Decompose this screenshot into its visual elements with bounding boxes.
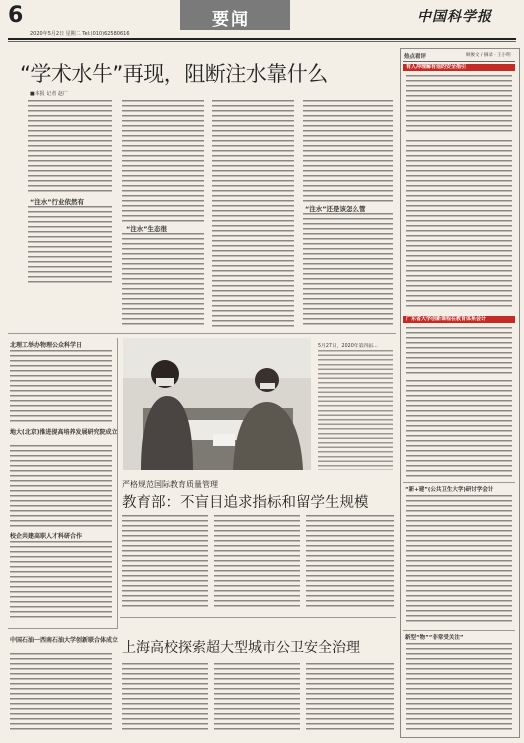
- section-bar: 有人冲理解有他的安全指引: [403, 64, 515, 71]
- section-bar: 广东省大学创新课程在教育体系会计: [403, 316, 515, 323]
- middle-text-col2: [214, 515, 300, 607]
- brief-text: [10, 350, 112, 422]
- commentary-subtitle: 新型“物”“非常受关注”: [405, 635, 464, 641]
- bottom-text-col2: [214, 663, 300, 733]
- commentary-title: 热点看评: [404, 54, 427, 60]
- bottom-headline: 上海高校探索超大型城市公卫安全治理: [122, 640, 360, 656]
- divider: [8, 333, 396, 334]
- photo-caption-text: [318, 350, 393, 470]
- middle-text-col3: [306, 515, 394, 607]
- lead-text-col1b: [28, 206, 112, 286]
- column-rule: [117, 338, 118, 628]
- lead-text-col4b: [303, 213, 393, 328]
- divider: [403, 630, 515, 631]
- commentary-text: [406, 140, 512, 310]
- commentary-subtitle: “新+建”(公共卫生大学)研讨学会计: [405, 487, 494, 493]
- brief-text: [10, 445, 112, 527]
- lead-byline: ■本报 记者 赵广: [30, 91, 68, 97]
- lead-text-col3: [212, 100, 294, 328]
- lead-text-col2b: [122, 233, 204, 328]
- bottom-text-col3: [306, 663, 394, 733]
- commentary-text: [406, 643, 512, 731]
- middle-headline: 教育部：不盲目追求指标和留学生规模: [122, 495, 369, 511]
- issue-meta: 2020年5月2日 星期二 Tel:(010)62580616: [30, 31, 130, 37]
- newspaper-logo: 中国科学报: [417, 9, 492, 25]
- brief-title: 地大(北京)推进提高培养发展研究院成立: [10, 429, 118, 436]
- divider: [403, 482, 515, 483]
- photo-caption: 5月27日，2020年第四届…: [318, 344, 378, 349]
- commentary-byline: 顾俊文 / 摘录 · 王小明: [466, 53, 511, 58]
- brief-text: [10, 541, 112, 621]
- bottom-text-col1: [122, 663, 208, 733]
- page-number: 6: [8, 3, 24, 28]
- lead-subhead-2: “注水”生态很: [126, 225, 168, 233]
- lead-subhead-1: “注水”行业依然有: [30, 198, 85, 206]
- divider: [403, 61, 515, 62]
- news-photo: [123, 338, 311, 470]
- middle-kicker: 严格规范国际教育质量管理: [122, 480, 218, 489]
- lead-text-col4a: [303, 100, 393, 202]
- header-rule-thin: [8, 41, 516, 42]
- commentary-text: [406, 380, 512, 478]
- brief-title: 校企共建高职人才科研合作: [10, 533, 83, 540]
- brief-text: [10, 653, 112, 731]
- brief-title: 北理工举办物理公众科学日: [10, 342, 83, 349]
- lead-headline: “学术水牛”再现，阻断注水靠什么: [20, 62, 328, 86]
- section-title: 要闻: [212, 10, 250, 30]
- lead-text-col2a: [122, 100, 204, 222]
- commentary-text: [406, 327, 512, 375]
- divider: [120, 617, 396, 618]
- header-rule: [8, 38, 516, 40]
- lead-text-col1a: [28, 100, 112, 195]
- middle-text-col1: [122, 515, 208, 607]
- commentary-text: [406, 495, 512, 625]
- lead-subhead-3: “注水”还是该怎么管: [305, 205, 366, 213]
- divider: [8, 628, 118, 629]
- commentary-text: [406, 75, 512, 135]
- brief-title: 中国石油一西南石油大学创新联合体成立: [10, 637, 119, 644]
